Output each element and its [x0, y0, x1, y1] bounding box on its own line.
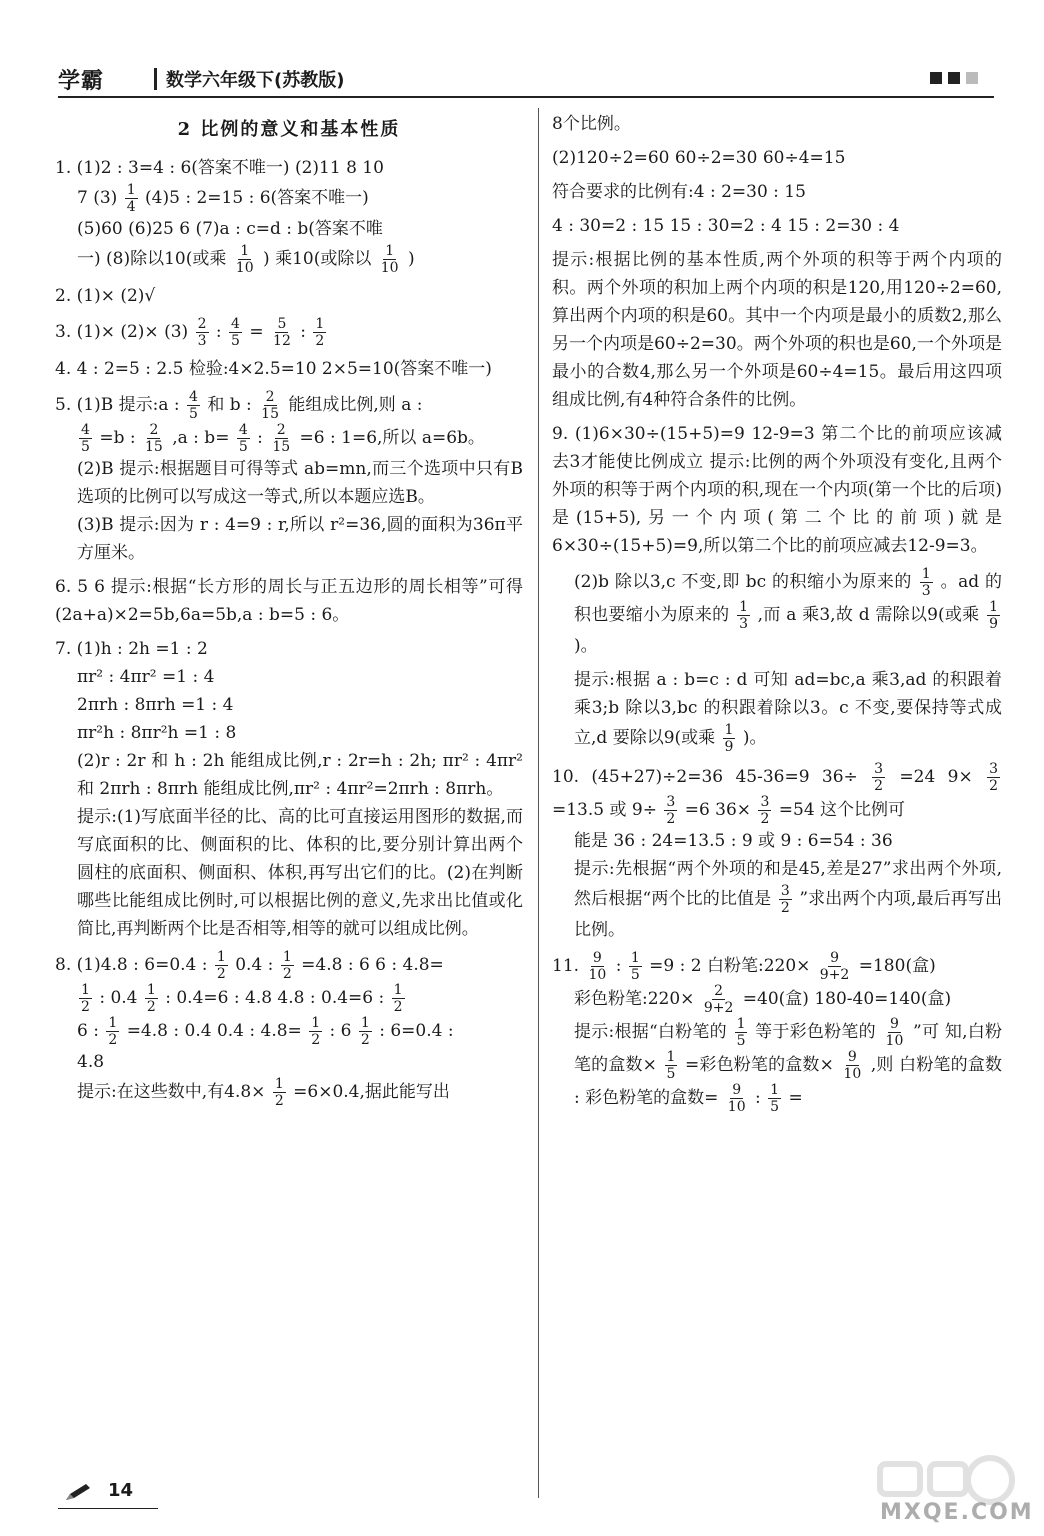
- denominator: 9+2: [703, 1000, 734, 1016]
- denominator: 10: [235, 260, 254, 276]
- denominator: 10: [843, 1066, 862, 1082]
- text: 白粉笔的盒数 : 彩色粉笔的盒数=: [574, 1055, 1003, 1108]
- numerator: 3: [760, 794, 770, 810]
- text: :: [215, 322, 228, 342]
- answer-7-hint: 提示:(1)写底面半径的比、高的比可直接运用图形的数据,而写底面积的比、侧面积的比、体积的比,要分别计算出两个圆柱的底面积、侧面积、体积,再写出它们的比。(2)在判断哪些比能组成比例时,可以根据比例的意义,先求出比值或化简比,再判断两个比是否相等,相等的就可以组成比例。: [77, 807, 523, 939]
- header-square-3: [966, 72, 978, 84]
- answer-10-line-c: 能是 36 : 24=13.5 : 9 或 9 : 6=54 : 36: [574, 831, 893, 851]
- numerator: 1: [282, 949, 292, 965]
- denominator: 2: [874, 778, 884, 794]
- numerator: 9: [592, 950, 602, 966]
- text: 提示:根据 a : b=c : d 可知 ad=bc,a 乘3,ad 的积跟着乘3;b 除以3,bc 的积跟着除以3。c 不变,要保持等式成立,d 要除以9(或乘: [574, 670, 1002, 748]
- text: =4.8 : 0.4 0.4 : 4.8=: [126, 1021, 302, 1041]
- answer-10: [552, 761, 1002, 944]
- fraction: [145, 982, 158, 1015]
- text: =b :: [99, 428, 141, 448]
- denominator: 2: [989, 778, 998, 794]
- text: (2)b 除以3,c 不变,即 bc 的积缩小为原来的: [574, 572, 912, 592]
- denominator: 4: [126, 199, 136, 215]
- fraction: [229, 316, 242, 349]
- fraction: [270, 422, 292, 455]
- fraction: [125, 182, 138, 215]
- denominator: 5: [770, 1099, 780, 1115]
- answer-9-hint: [552, 666, 1002, 755]
- denominator: 9: [989, 616, 998, 632]
- numerator: 4: [238, 422, 248, 438]
- numerator: 1: [126, 182, 136, 198]
- answer-5-line-a: [55, 389, 523, 422]
- denominator: 2: [360, 1032, 370, 1048]
- fraction: [737, 599, 750, 632]
- left-column: [55, 110, 523, 1115]
- answer-8-part-2: (2)120÷2=60 60÷2=30 60÷4=15: [552, 148, 846, 168]
- denominator: 2: [315, 333, 325, 349]
- answer-7-line-b: πr² : 4πr² =1 : 4: [77, 667, 215, 687]
- numerator: 1: [724, 722, 734, 738]
- text: =13.5 或 9÷: [552, 800, 657, 820]
- text: ,则: [870, 1055, 894, 1075]
- answer-3: [55, 316, 523, 349]
- pencil-icon: [64, 1482, 92, 1502]
- text: ”求出两个内项,最后再写出比例。: [574, 889, 1003, 940]
- numerator: 1: [385, 243, 395, 259]
- answer-1: [55, 154, 523, 276]
- text: 等于彩色粉笔的: [755, 1022, 876, 1042]
- text: =: [249, 322, 264, 342]
- denominator: 2: [146, 999, 156, 1015]
- numerator: 2: [714, 983, 724, 999]
- answer-8: [55, 949, 523, 1109]
- text: 提示:在这些数中,有4.8×: [77, 1082, 266, 1102]
- text: 知,白粉笔的盒数×: [574, 1022, 1003, 1075]
- fraction: [818, 950, 852, 983]
- answer-7-line-a: 7. (1)h : 2h =1 : 2: [55, 639, 208, 659]
- fraction: [379, 243, 401, 276]
- denominator: 3: [921, 583, 931, 599]
- numerator: 3: [780, 883, 790, 899]
- column-divider: [538, 108, 539, 1498]
- text: 。ad 的积也要缩小为原来的: [574, 572, 1002, 625]
- fraction: [313, 316, 326, 349]
- text: =180(盒): [858, 956, 936, 976]
- text: : 0.4=6 : 4.8 4.8 : 0.4=6 :: [165, 988, 390, 1008]
- text: 6 :: [77, 1021, 105, 1041]
- fraction: [735, 1016, 748, 1049]
- denominator: 5: [189, 406, 198, 422]
- text: 5. (1)B 提示:a :: [55, 395, 185, 415]
- text: 3. (1)× (2)× (3): [55, 322, 189, 342]
- header-separator: [154, 68, 157, 90]
- fraction: [987, 599, 1000, 632]
- denominator: 2: [311, 1032, 321, 1048]
- answer-7-part-2: (2)r : 2r 和 h : 2h 能组成比例,r : 2r=h : 2h; πr² : 4πr² 和 2πrh : 8πrh 能组成比例,πr² : 4πr²=2πrh : 8πrh。: [77, 751, 523, 799]
- text: 11.: [552, 956, 585, 976]
- numerator: 5: [277, 316, 287, 332]
- text: :: [615, 956, 627, 976]
- page-number: 14: [108, 1480, 134, 1501]
- answer-8-part-2-line-b: 符合要求的比例有:4 : 2=30 : 15: [552, 182, 806, 202]
- fraction: [392, 982, 405, 1015]
- fraction: [187, 389, 200, 422]
- fraction: [779, 883, 792, 916]
- numerator: 4: [231, 316, 240, 332]
- answer-8-continued: 8个比例。: [552, 114, 631, 134]
- text: =6×0.4,据此能写出: [293, 1082, 450, 1102]
- fraction: [215, 949, 228, 982]
- answer-9-part-1: 9. (1)6×30÷(15+5)=9 12-9=3 第二个比的前项应该减去3才能使比例成立 提示:比例的两个外项没有变化,且两个外项的积等于两个内项的积,现在一个内项(第一个比的后项)是(15+5),另一个内项(第二个比的前项)就是6×30÷(15+5)=9,所以第二个比的前项应减去12-9=3。: [552, 424, 1002, 556]
- fraction: [281, 949, 294, 982]
- fraction: [758, 794, 771, 827]
- text: =6 36×: [684, 800, 752, 820]
- watermark-text: MXQE.COM: [880, 1500, 1034, 1525]
- text: :: [257, 428, 269, 448]
- text: 能组成比例,则 a :: [288, 395, 423, 415]
- fraction: [309, 1015, 322, 1048]
- text: : 6=0.4 :: [379, 1021, 454, 1041]
- numerator: 4: [189, 389, 198, 405]
- numerator: 1: [736, 1016, 746, 1032]
- answer-8-line-b: [55, 982, 523, 1015]
- numerator: 1: [393, 982, 403, 998]
- answer-8-line-d: 4.8: [77, 1052, 105, 1072]
- fraction: [872, 761, 885, 794]
- page-header: [58, 62, 994, 96]
- denominator: 5: [736, 1033, 746, 1049]
- text: 10. (45+27)÷2=36 45-36=9 36÷: [552, 767, 858, 787]
- denominator: 2: [108, 1032, 118, 1048]
- text: :: [300, 322, 312, 342]
- answer-1-line-a: 1. (1)2 : 3=4 : 6(答案不唯一) (2)11 8 10: [55, 158, 384, 178]
- denominator: 5: [238, 439, 248, 455]
- text: =54 这个比例可: [778, 800, 906, 820]
- fraction: [702, 983, 736, 1016]
- numerator: 1: [240, 243, 250, 259]
- numerator: 9: [889, 1016, 899, 1032]
- answer-1-line-b: [55, 182, 523, 215]
- denominator: 2: [666, 811, 676, 827]
- text: 提示:根据“白粉笔的: [574, 1022, 727, 1042]
- answer-9-part-2: [552, 566, 1002, 660]
- text: : 6: [329, 1021, 357, 1041]
- numerator: 1: [770, 1082, 780, 1098]
- fraction: [629, 950, 642, 983]
- section-title: 2 比例的意义和基本性质: [177, 119, 401, 140]
- fraction: [234, 243, 256, 276]
- fraction: [196, 316, 209, 349]
- text: =: [788, 1088, 803, 1108]
- text: )。: [742, 728, 767, 748]
- numerator: 2: [197, 316, 207, 332]
- answer-10-hint: [552, 855, 1002, 944]
- answer-7-line-d: πr²h : 8πr²h =1 : 8: [77, 723, 237, 743]
- fraction: [665, 1049, 678, 1082]
- numerator: 4: [81, 422, 90, 438]
- denominator: 12: [273, 333, 291, 349]
- answer-6: 6. 5 6 提示:根据“长方形的周长与正五边形的周长相等”可得(2a+a)×2=5b,6a=5b,a : b=5 : 6。: [55, 577, 523, 625]
- text: 和 b :: [207, 395, 258, 415]
- fraction: [920, 566, 933, 599]
- numerator: 1: [108, 1015, 118, 1031]
- fraction: [237, 422, 250, 455]
- numerator: 9: [732, 1082, 742, 1098]
- denominator: 5: [231, 333, 240, 349]
- fraction: [106, 1015, 119, 1048]
- numerator: 1: [630, 950, 640, 966]
- denominator: 2: [216, 966, 226, 982]
- fraction: [987, 761, 1000, 794]
- text: ,a : b=: [172, 428, 230, 448]
- text: 7 (3): [77, 188, 118, 208]
- text: =9 : 2 白粉笔:220×: [649, 956, 811, 976]
- denominator: 3: [739, 616, 748, 632]
- denominator: 15: [145, 439, 163, 455]
- header-rule: [58, 96, 994, 98]
- numerator: 3: [874, 761, 884, 777]
- text: =24 9×: [899, 767, 973, 787]
- answer-1-line-c: (5)60 (6)25 6 (7)a : c=d : b(答案不唯: [77, 219, 383, 239]
- text: ): [407, 249, 415, 269]
- fraction: [723, 722, 736, 755]
- answer-7-line-c: 2πrh : 8πrh =1 : 4: [77, 695, 234, 715]
- numerator: 1: [311, 1015, 321, 1031]
- text: (4)5 : 2=15 : 6(答案不唯一): [145, 188, 369, 208]
- denominator: 10: [380, 260, 399, 276]
- answer-8-line-a: [55, 949, 523, 982]
- denominator: 5: [81, 439, 90, 455]
- fraction: [259, 389, 281, 422]
- answer-2: 2. (1)× (2)√: [55, 286, 156, 306]
- right-column: [552, 110, 1002, 1121]
- book-title: 数学六年级下(苏教版): [166, 70, 345, 91]
- denominator: 9: [724, 739, 734, 755]
- fraction: [768, 1082, 781, 1115]
- answer-8-hint: [55, 1076, 523, 1109]
- fraction: [586, 950, 608, 983]
- answer-4: 4. 4 : 2=5 : 2.5 检验:4×2.5=10 2×5=10(答案不唯一): [55, 359, 492, 379]
- text: 彩色粉笔:220×: [574, 989, 695, 1009]
- numerator: 9: [847, 1049, 857, 1065]
- denominator: 2: [780, 900, 790, 916]
- denominator: 15: [261, 406, 279, 422]
- numerator: 1: [666, 1049, 676, 1065]
- text: 0.4 :: [235, 955, 279, 975]
- answer-11-hint: [552, 1016, 1002, 1115]
- numerator: 3: [989, 761, 998, 777]
- text: ) 乘10(或除以: [263, 249, 372, 269]
- answer-8-line-c: [55, 1015, 523, 1048]
- denominator: 2: [282, 966, 292, 982]
- denominator: 2: [760, 811, 770, 827]
- header-square-1: [930, 72, 942, 84]
- text: )。: [574, 636, 598, 656]
- brand-logo: 学霸: [58, 69, 105, 94]
- numerator: 1: [739, 599, 748, 615]
- fraction: [143, 422, 165, 455]
- fraction: [273, 1076, 286, 1109]
- answer-5-part-3: (3)B 提示:因为 r : 4=9 : r,所以 r²=36,圆的面积为36π平方厘米。: [77, 515, 523, 563]
- denominator: 9+2: [819, 967, 850, 983]
- numerator: 2: [276, 422, 286, 438]
- denominator: 2: [393, 999, 403, 1015]
- answer-8-part-2-hint: 提示:根据比例的基本性质,两个外项的积等于两个内项的积。两个外项的积加上两个内项的积是120,用120÷2=60,算出两个内项的积是60。其中一个内项是最小的质数2,那么另一个内项是60÷2=30。两个外项的积也是60,一个外项是最小的合数4,那么另一个外项是60÷4=15。最后用这四项组成比例,有4种符合条件的比例。: [552, 250, 1002, 410]
- denominator: 10: [588, 967, 607, 983]
- text: :: [755, 1088, 767, 1108]
- denominator: 2: [81, 999, 90, 1015]
- fraction: [884, 1016, 906, 1049]
- numerator: 1: [360, 1015, 370, 1031]
- text: 一) (8)除以10(或乘: [77, 249, 227, 269]
- denominator: 3: [197, 333, 207, 349]
- numerator: 9: [830, 950, 840, 966]
- denominator: 5: [666, 1066, 676, 1082]
- footer-rule: [58, 1508, 158, 1509]
- text: ”可: [913, 1022, 940, 1042]
- answer-11-line-b: [552, 983, 1002, 1016]
- answer-1-line-d: [55, 243, 523, 276]
- answer-5-part-2: (2)B 提示:根据题目可得等式 ab=mn,而三个选项中只有B选项的比例可以写成这一等式,所以本题应选B。: [77, 459, 523, 507]
- answer-11-line-a: [552, 950, 1002, 983]
- text: =彩色粉笔的盒数×: [685, 1055, 834, 1075]
- denominator: 2: [274, 1093, 284, 1109]
- fraction: [79, 422, 92, 455]
- numerator: 1: [274, 1076, 284, 1092]
- numerator: 1: [216, 949, 226, 965]
- numerator: 2: [265, 389, 275, 405]
- numerator: 1: [315, 316, 325, 332]
- text: : 0.4: [99, 988, 143, 1008]
- fraction: [79, 982, 92, 1015]
- answer-5-line-b: [55, 422, 523, 455]
- numerator: 1: [81, 982, 90, 998]
- text: =40(盒) 180-40=140(盒): [742, 989, 952, 1009]
- denominator: 10: [885, 1033, 904, 1049]
- text: =6 : 1=6,所以 a=6b。: [299, 428, 485, 448]
- answer-7: [55, 635, 523, 943]
- text: ,而 a 乘3,故 d: [757, 605, 870, 625]
- text: 8. (1)4.8 : 6=0.4 :: [55, 955, 213, 975]
- fraction: [726, 1082, 748, 1115]
- denominator: 5: [630, 967, 640, 983]
- denominator: 15: [272, 439, 291, 455]
- text: 提示:先根据“两个外项的和是45,差是27”求出两个外项,然后根据“两个比的比值是: [574, 859, 1002, 909]
- numerator: 3: [666, 794, 676, 810]
- answer-8-part-2-line-c: 4 : 30=2 : 15 15 : 30=2 : 4 15 : 2=30 : 4: [552, 216, 900, 236]
- fraction: [841, 1049, 863, 1082]
- fraction: [664, 794, 677, 827]
- header-square-2: [948, 72, 960, 84]
- denominator: 10: [727, 1099, 746, 1115]
- fraction: [359, 1015, 372, 1048]
- answer-5: [55, 389, 523, 567]
- answer-11: [552, 950, 1002, 1115]
- numerator: 1: [989, 599, 998, 615]
- numerator: 1: [146, 982, 156, 998]
- numerator: 1: [921, 566, 931, 582]
- numerator: 2: [149, 422, 159, 438]
- fraction: [271, 316, 293, 349]
- text: 需除以9(或乘: [875, 605, 980, 625]
- text: =4.8 : 6 6 : 4.8=: [301, 955, 444, 975]
